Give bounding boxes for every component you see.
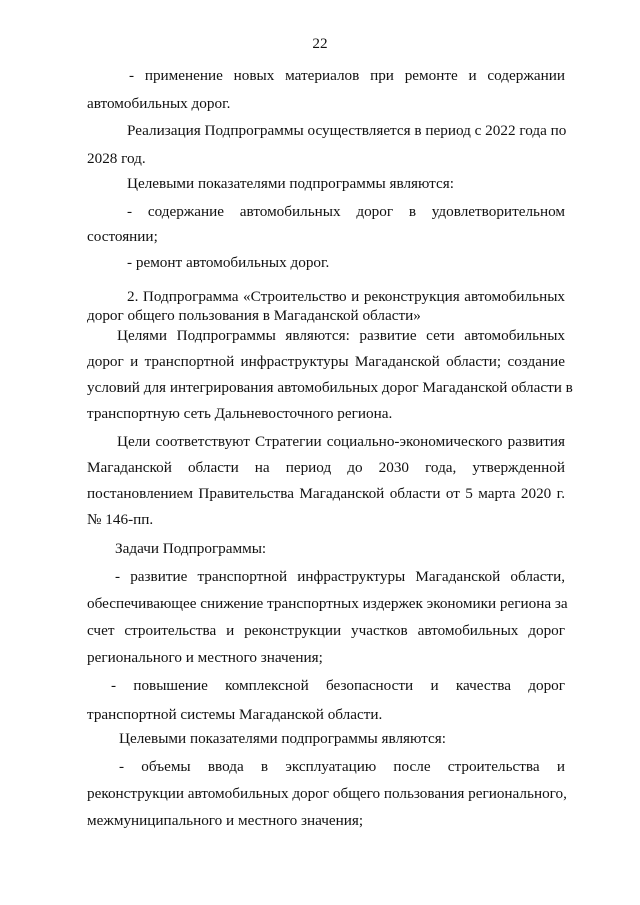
text-line: реконструкции автомобильных дорог общего пользования регионального,	[87, 785, 567, 802]
text-line: Целями Подпрограммы являются: развитие сети автомобильных	[117, 327, 565, 344]
paragraph-indicators-heading	[87, 174, 565, 193]
paragraph-materials	[87, 66, 565, 113]
paragraph-tasks-heading	[87, 539, 565, 558]
text-line: - объемы ввода в эксплуатацию после строительства и	[119, 758, 565, 775]
text-line: Задачи Подпрограммы:	[115, 540, 267, 557]
text-line: - развитие транспортной инфраструктуры Магаданской области,	[115, 568, 565, 585]
text-line: Целевыми показателями подпрограммы являются:	[119, 730, 446, 747]
paragraph-commissioning	[87, 757, 565, 830]
text-line: транспортную сеть Дальневосточного региона.	[87, 405, 393, 422]
text-line: межмуниципального и местного значения;	[87, 812, 364, 829]
text-line: дорог и транспортной инфраструктуры Магаданской области; создание	[87, 353, 565, 370]
page-number: 22	[312, 35, 328, 52]
text-line: состоянии;	[87, 228, 158, 245]
text-line: постановлением Правительства Магаданской области от 5 марта 2020 г.	[87, 485, 565, 502]
paragraph-indicators-heading-2	[87, 729, 565, 748]
paragraph-period	[87, 121, 565, 168]
text-line: счет строительства и реконструкции участков автомобильных дорог	[87, 622, 565, 639]
paragraph-repair	[87, 253, 565, 272]
text-line: № 146-пп.	[87, 511, 154, 528]
text-line: регионального и местного значения;	[87, 649, 323, 666]
text-line: 2. Подпрограмма «Строительство и реконструкция автомобильных	[127, 288, 565, 305]
paragraph-maintenance	[87, 202, 565, 246]
text-line: Магаданской области на период до 2030 года, утвержденной	[87, 459, 565, 476]
subprogram-2-title	[87, 287, 565, 325]
text-line: 2028 год.	[87, 150, 146, 167]
text-line: - содержание автомобильных дорог в удовлетворительном	[127, 203, 565, 220]
text-line: обеспечивающее снижение транспортных издержек экономики региона за	[87, 595, 568, 612]
paragraph-goals	[87, 326, 573, 423]
paragraph-task-infrastructure	[87, 567, 568, 667]
text-line: транспортной системы Магаданской области.	[87, 706, 383, 723]
text-line: - повышение комплексной безопасности и качества дорог	[111, 677, 565, 694]
paragraph-strategy	[87, 432, 565, 529]
text-line: условий для интегрирования автомобильных дорог Магаданской области в	[87, 379, 573, 396]
text-line: Реализация Подпрограммы осуществляется в период с 2022 года по	[127, 122, 567, 139]
text-line: - применение новых материалов при ремонте и содержании	[129, 67, 565, 84]
paragraph-task-safety	[87, 676, 565, 724]
text-line: Цели соответствуют Стратегии социально-экономического развития	[117, 433, 565, 450]
text-line: автомобильных дорог.	[87, 95, 231, 112]
text-line: Целевыми показателями подпрограммы являются:	[127, 175, 454, 192]
text-line: - ремонт автомобильных дорог.	[127, 254, 330, 271]
text-line: дорог общего пользования в Магаданской области»	[87, 307, 421, 324]
